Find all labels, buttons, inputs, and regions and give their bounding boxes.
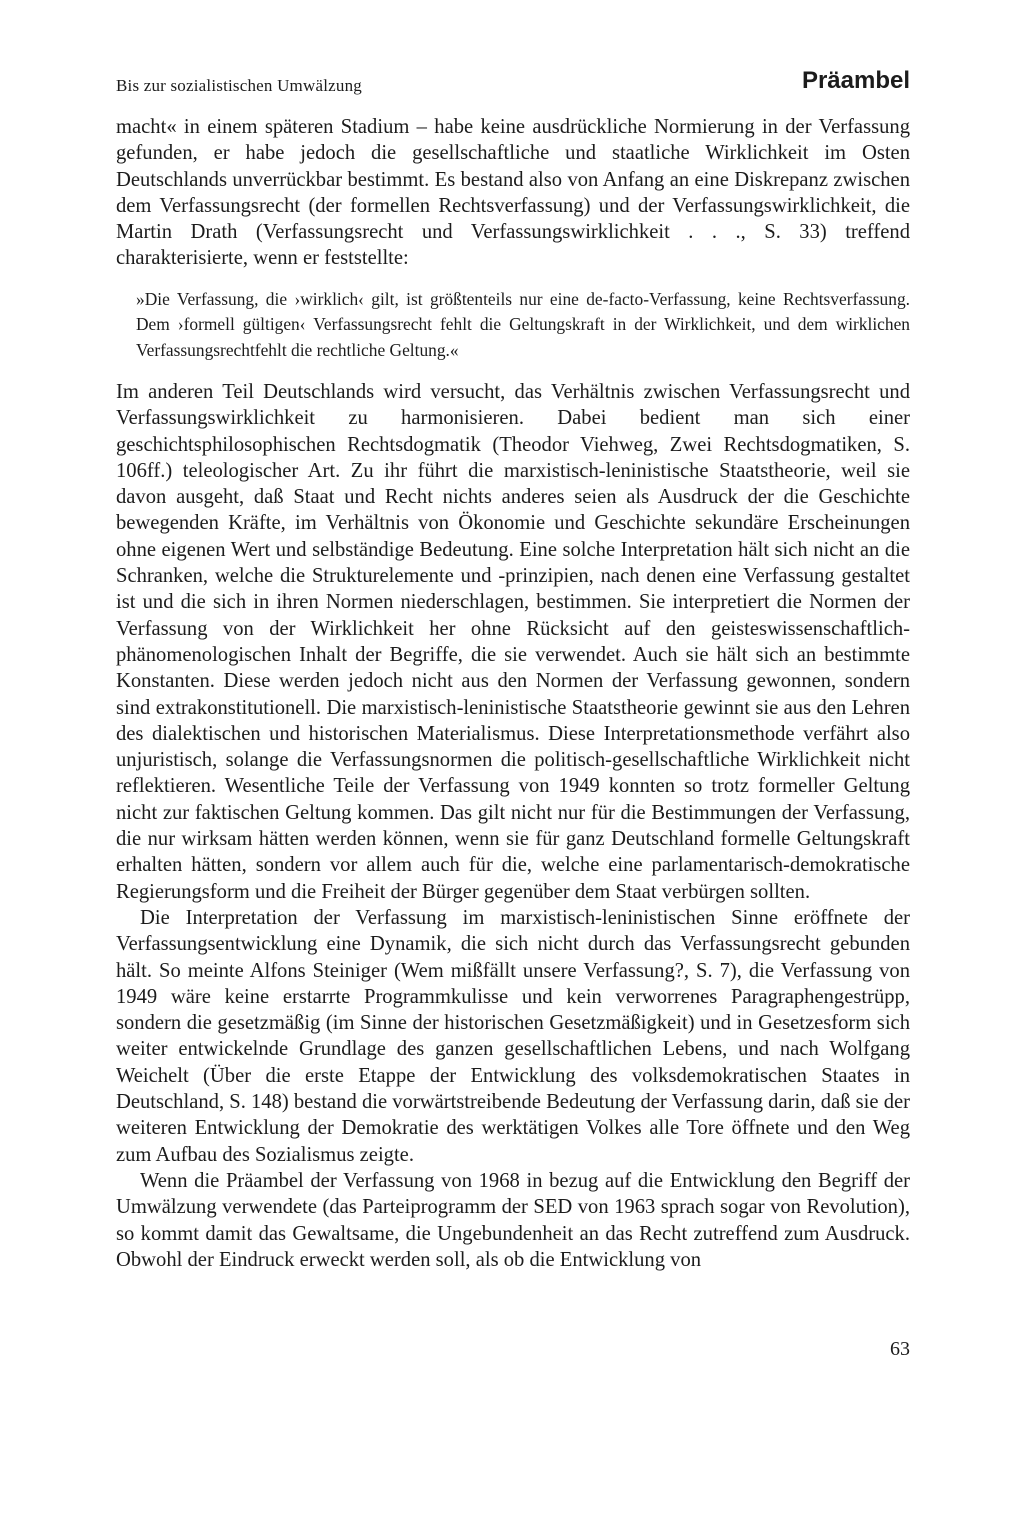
- paragraph: Die Interpretation der Verfassung im marxistisch-leninistischen Sinne eröffnete der Verfassungsentwicklung eine Dynamik, die sich nicht durch das Verfassungsrecht gebunden hält. So meinte Alfons Steiniger (Wem mißfällt unsere Verfassung?, S. 7), die Verfassung von 1949 wäre keine erstarrte Programmkulisse und kein verworrenes Paragraphengestrüpp, sondern die gesetzmäßig (im Sinne der historischen Gesetzmäßigkeit) und in Gesetzesform sich weiter entwickelnde Grundlage des ganzen gesellschaftlichen Lebens, und nach Wolfgang Weichelt (Über die erste Etappe der Entwicklung des volksdemokratischen Staates in Deutschland, S. 148) bestand die vorwärtstreibende Bedeutung der Verfassung darin, daß sie der weiteren Entwicklung der Demokratie des werktätigen Volkes alle Tore öffnete und den Weg zum Aufbau des Sozialismus zeigte.: [116, 906, 910, 1166]
- section-title: Präambel: [801, 67, 910, 94]
- body-text: [116, 114, 910, 1273]
- block-quote: »Die Verfassung, die ›wirklich‹ gilt, ist größtenteils nur eine de-facto-Verfassung, keine Rechtsverfassung. Dem ›formell gültigen‹ Verfassungsrecht fehlt die Geltungskraft in der Wirklichkeit, und dem wirklichen Verfassungsrechtfehlt die rechtliche Geltung.«: [136, 288, 910, 360]
- running-head: [116, 67, 910, 102]
- paragraph: Im anderen Teil Deutschlands wird versucht, das Verhältnis zwischen Verfassungsrecht und Verfassungswirklichkeit zu harmonisieren. Dabei bedient man sich einer geschichtsphilosophischen Rechtsdogmatik (Theodor Viehweg, Zwei Rechtsdogmatiken, S. 106ff.) teleologischer Art. Zu ihr führt die marxistisch-leninistische Staatstheorie, weil sie davon ausgeht, daß Staat und Recht nichts anderes seien als Ausdruck der die Geschichte bewegenden Kräfte, im Verhältnis von Ökonomie und Geschichte sekundäre Erscheinungen ohne eigenen Wert und selbständige Bedeutung. Eine solche Interpretation hält sich nicht an die Schranken, welche die Strukturelemente und -prinzipien, nach denen eine Verfassung gestaltet ist und die sich in ihren Normen niederschlagen, bestimmen. Sie interpretiert die Normen der Verfassung von der Wirklichkeit her ohne Rücksicht auf den geisteswissenschaftlich-phänomenologischen Inhalt der Begriffe, die sie verwendet. Auch sie hält sich an bestimmte Konstanten. Diese werden jedoch nicht aus den Normen der Verfassung gewonnen, sondern sind extrakonstitutionell. Die marxistisch-leninistische Staatstheorie gewinnt sie aus den Lehren des dialektischen und historischen Materialismus. Diese Interpretationsmethode verfährt also unjuristisch, solange die Verfassungsnormen die politisch-gesellschaftliche Wirklichkeit nicht reflektieren. Wesentliche Teile der Verfassung von 1949 konnten so trotz formeller Geltung nicht zur faktischen Geltung kommen. Das gilt nicht nur für die Bestimmungen der Verfassung, die nur wirksam hätten werden können, wenn sie für ganz Deutschland formelle Geltungskraft erhalten hätten, sondern vor allem auch für die, welche eine parlamentarisch-demokratische Regierungsform und die Freiheit der Bürger gegenüber dem Staat verbürgen sollten.: [116, 381, 910, 903]
- running-title: Bis zur sozialistischen Umwälzung: [116, 76, 362, 95]
- paragraph: macht« in einem späteren Stadium – habe keine ausdrückliche Normierung in der Verfassung gefunden, er habe jedoch die gesellschaftliche und staatliche Wirklichkeit im Osten Deutschlands unverrückbar bestimmt. Es bestand also von Anfang an eine Diskrepanz zwischen dem Verfassungsrecht (der formellen Rechtsverfassung) und der Verfassungswirklichkeit, die Martin Drath (Verfassungsrecht und Verfassungswirklichkeit . . ., S. 33) treffend charakterisierte, wenn er feststellte:: [116, 116, 910, 270]
- paragraph: Wenn die Präambel der Verfassung von 1968 in bezug auf die Entwicklung den Begriff der Umwälzung verwendete (das Parteiprogramm der SED von 1963 sprach sogar von Revolution), so kommt damit das Gewaltsame, die Ungebundenheit an das Recht zutreffend zum Ausdruck. Obwohl der Eindruck erweckt werden soll, als ob die Entwicklung von: [116, 1169, 910, 1271]
- page-number: 63: [890, 1338, 910, 1360]
